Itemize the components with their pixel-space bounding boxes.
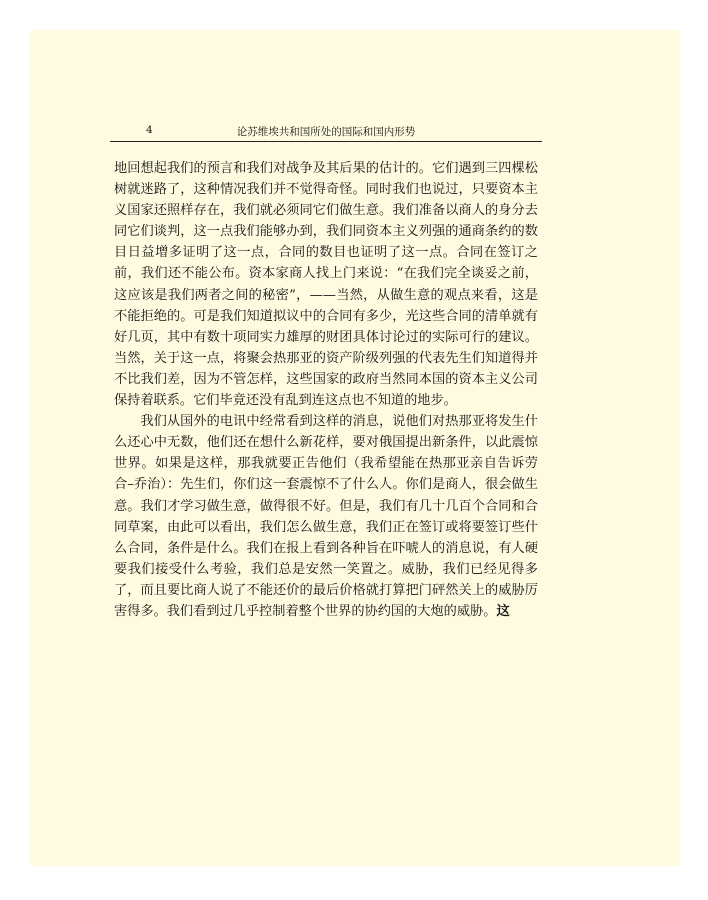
- paragraph-2: [114, 411, 538, 622]
- running-title: 论苏维埃共和国所处的国际和国内形势: [236, 126, 416, 138]
- paragraph-1: [114, 158, 538, 411]
- body-text: [114, 158, 538, 622]
- page-number: 4: [146, 124, 153, 136]
- paragraph-2-trailing-bold: 这: [496, 603, 510, 619]
- page-header: [110, 122, 542, 142]
- paragraph-1-text: 地回想起我们的预言和我们对战争及其后果的估计的。它们遇到三四棵松树就迷路了，这种情况我们并不觉得奇怪。同时我们也说过，只要资本主义国家还照样存在，我们就必须同它们做生意。我们准备以商人的身分去同它们谈判，这一点我们能够办到，我们同资本主义列强的通商条约的数目日益增多证明了这一点，合同的数目也证明了这一点。合同在签订之前，我们还不能公布。资本家商人找上门来说：“在我们完全谈妥之前，这应该是我们两者之间的秘密”，——当然，从做生意的观点来看，这是不能拒绝的。可是我们知道拟议中的合同有多少，光这些合同的清单就有好几页，其中有数十项同实力雄厚的财团具体讨论过的实际可行的建议。当然，关于这一点，将聚会热那亚的资产阶级列强的代表先生们知道得并不比我们差，因为不管怎样，这些国家的政府当然同本国的资本主义公司保持着联系。它们毕竟还没有乱到连这点也不知道的地步。: [114, 161, 538, 409]
- paragraph-2-text: 我们从国外的电讯中经常看到这样的消息，说他们对热那亚将发生什么还心中无数，他们还在想什么新花样，要对俄国提出新条件，以此震惊世界。如果是这样，那我就要正告他们（我希望能在热那亚亲自告诉劳合–乔治）：先生们，你们这一套震惊不了什么人。你们是商人，很会做生意。我们才学习做生意，做得很不好。但是，我们有几十几百个合同和合同草案，由此可以看出，我们怎么做生意，我们正在签订或将要签订些什么合同，条件是什么。我们在报上看到各种旨在吓唬人的消息说，有人硬要我们接受什么考验，我们总是安然一笑置之。威胁，我们已经见得多了，而且要比商人说了不能还价的最后价格就打算把门砰然关上的威胁厉害得多。我们看到过几乎控制着整个世界的协约国的大炮的威胁。: [114, 414, 538, 619]
